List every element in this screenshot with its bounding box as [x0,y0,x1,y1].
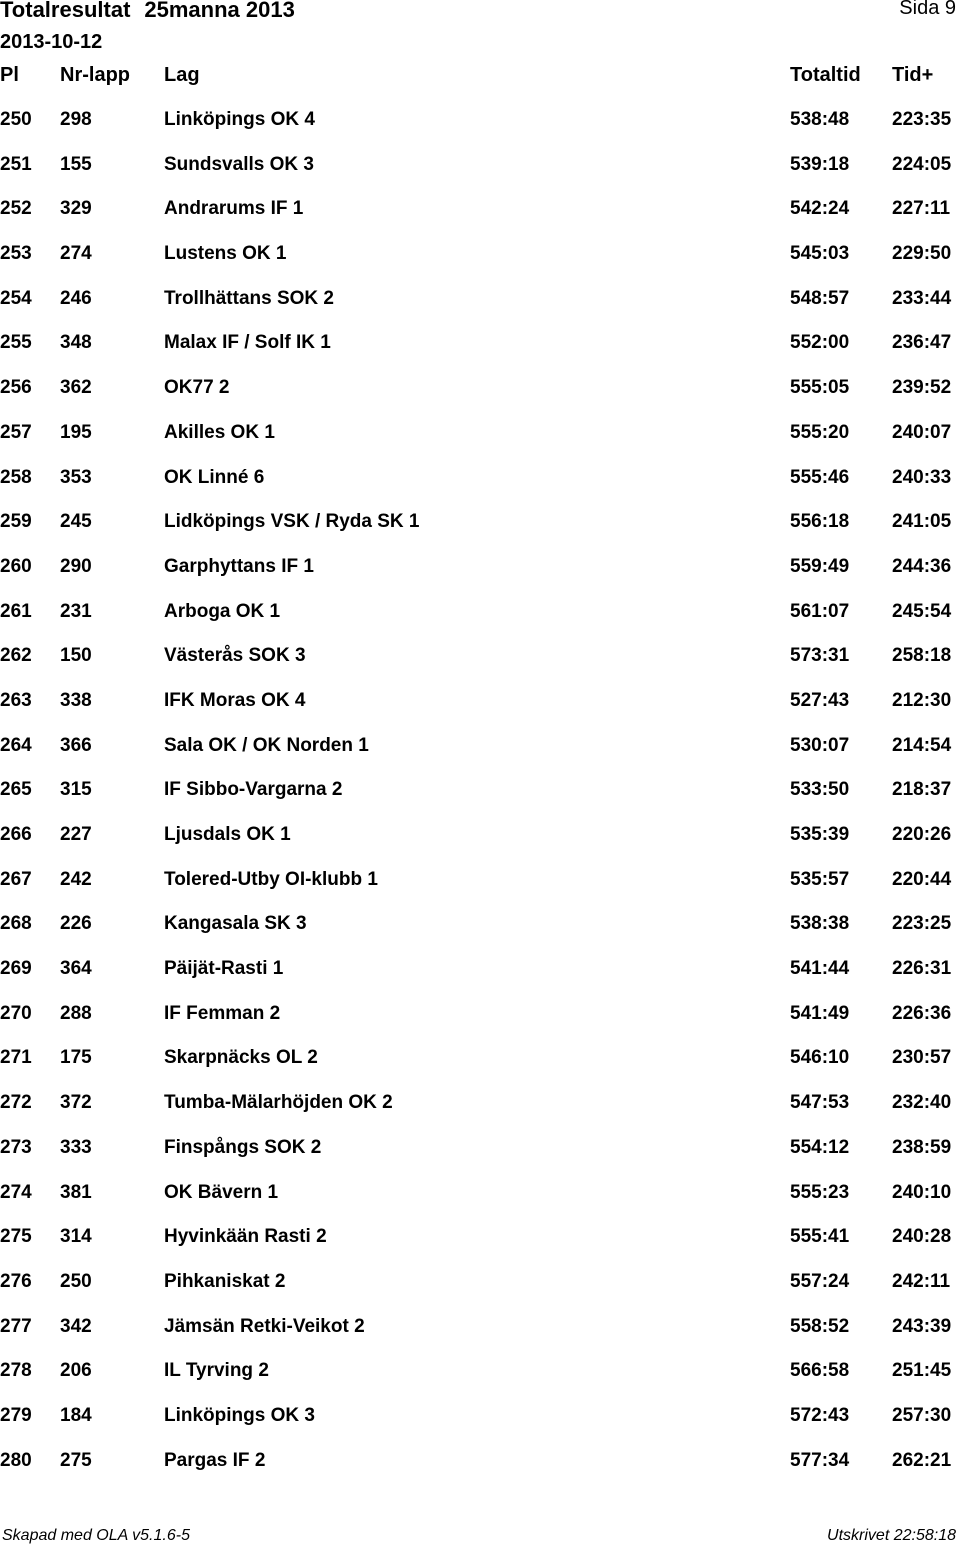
cell-lag: Sala OK / OK Norden 1 [164,734,369,756]
footer-printed-time: Utskrivet 22:58:18 [827,1527,956,1544]
cell-tid-plus: 258:18 [892,645,952,667]
cell-lag: IFK Moras OK 4 [164,689,306,711]
cell-lag: Västerås SOK 3 [164,645,306,667]
cell-pl: 264 [0,734,32,756]
cell-lag: Ljusdals OK 1 [164,824,291,845]
cell-pl: 263 [0,689,32,711]
cell-lag: Andrarums IF 1 [164,198,304,220]
header-totaltid: Totaltid [790,64,861,86]
cell-tid-plus: 242:11 [892,1270,951,1292]
cell-lag: Pihkaniskat 2 [164,1270,286,1292]
cell-tid-plus: 240:10 [892,1181,952,1203]
cell-nr-lapp: 315 [60,779,92,801]
cell-totaltid: 546:10 [790,1047,850,1069]
cell-tid-plus: 238:59 [892,1136,952,1158]
table-row [0,462,960,507]
cell-nr-lapp: 364 [60,958,92,980]
cell-lag: Skarpnäcks OL 2 [164,1047,318,1069]
cell-nr-lapp: 175 [60,1047,92,1069]
cell-tid-plus: 232:40 [892,1092,952,1114]
cell-nr-lapp: 381 [60,1181,92,1203]
cell-tid-plus: 236:47 [892,332,952,354]
cell-lag: Linköpings OK 4 [164,109,315,130]
cell-tid-plus: 226:36 [892,1002,952,1024]
cell-nr-lapp: 342 [60,1315,92,1337]
cell-totaltid: 527:43 [790,689,850,711]
cell-nr-lapp: 274 [60,243,92,265]
table-row [0,283,960,328]
cell-totaltid: 538:48 [790,109,850,130]
cell-pl: 251 [0,153,32,175]
cell-pl: 266 [0,824,32,845]
table-row [0,1221,960,1266]
cell-nr-lapp: 242 [60,868,92,890]
cell-nr-lapp: 231 [60,600,92,622]
cell-tid-plus: 212:30 [892,689,952,711]
cell-totaltid: 538:38 [790,913,850,935]
table-row [0,1355,960,1400]
cell-nr-lapp: 362 [60,377,92,399]
title-text: Totalresultat [0,0,131,22]
cell-pl: 260 [0,555,32,577]
cell-tid-plus: 239:52 [892,377,952,399]
cell-nr-lapp: 314 [60,1226,92,1248]
document-title [0,0,295,23]
cell-nr-lapp: 338 [60,689,92,711]
cell-nr-lapp: 353 [60,466,92,488]
cell-totaltid: 556:18 [790,511,850,533]
cell-nr-lapp: 195 [60,421,92,443]
cell-totaltid: 539:18 [790,153,850,175]
table-row [0,774,960,819]
cell-totaltid: 557:24 [790,1270,850,1292]
cell-tid-plus: 230:57 [892,1047,952,1069]
table-row [0,1400,960,1445]
cell-tid-plus: 245:54 [892,600,952,622]
cell-tid-plus: 229:50 [892,243,952,265]
cell-lag: OK77 2 [164,377,230,399]
cell-lag: Tolered-Utby OI-klubb 1 [164,868,378,890]
cell-totaltid: 547:53 [790,1092,850,1114]
cell-pl: 267 [0,868,32,890]
table-row [0,730,960,775]
cell-pl: 270 [0,1002,32,1024]
table-row [0,1042,960,1087]
table-row [0,417,960,462]
table-row [0,1266,960,1311]
cell-lag: Trollhättans SOK 2 [164,287,334,309]
table-row [0,193,960,238]
cell-pl: 262 [0,645,32,667]
cell-tid-plus: 240:33 [892,466,952,488]
table-row [0,596,960,641]
cell-totaltid: 530:07 [790,734,850,756]
cell-lag: Päijät-Rasti 1 [164,958,284,980]
cell-pl: 265 [0,779,32,801]
table-row [0,551,960,596]
header-lag: Lag [164,64,200,86]
cell-nr-lapp: 275 [60,1449,92,1471]
header-tid-plus: Tid+ [892,64,934,86]
cell-nr-lapp: 290 [60,555,92,577]
table-row [0,685,960,730]
cell-nr-lapp: 288 [60,1002,92,1024]
cell-totaltid: 554:12 [790,1136,850,1158]
cell-totaltid: 555:23 [790,1181,850,1203]
cell-lag: Malax IF / Solf IK 1 [164,332,331,354]
cell-tid-plus: 244:36 [892,555,952,577]
cell-pl: 277 [0,1315,32,1337]
cell-pl: 256 [0,377,32,399]
cell-nr-lapp: 150 [60,645,92,667]
cell-nr-lapp: 226 [60,913,92,935]
cell-pl: 275 [0,1226,32,1248]
cell-lag: Lustens OK 1 [164,243,287,265]
cell-totaltid: 555:46 [790,466,850,488]
cell-pl: 271 [0,1047,32,1069]
results-table [0,104,960,1489]
cell-lag: Akilles OK 1 [164,421,275,443]
cell-totaltid: 552:00 [790,332,850,354]
cell-lag: Garphyttans IF 1 [164,555,314,577]
cell-lag: Jämsän Retki-Veikot 2 [164,1315,365,1337]
table-row [0,864,960,909]
table-row [0,104,960,149]
cell-tid-plus: 220:26 [892,824,952,845]
cell-totaltid: 535:39 [790,824,850,845]
cell-nr-lapp: 227 [60,824,92,845]
cell-nr-lapp: 246 [60,287,92,309]
table-row [0,238,960,283]
cell-tid-plus: 223:25 [892,913,952,935]
cell-tid-plus: 233:44 [892,287,952,309]
table-row [0,149,960,194]
cell-lag: OK Linné 6 [164,466,265,488]
cell-nr-lapp: 250 [60,1270,92,1292]
cell-pl: 254 [0,287,32,309]
cell-lag: Pargas IF 2 [164,1449,266,1471]
table-row [0,1445,960,1490]
cell-tid-plus: 241:05 [892,511,952,533]
cell-totaltid: 572:43 [790,1404,850,1426]
cell-pl: 273 [0,1136,32,1158]
cell-lag: Finspångs SOK 2 [164,1136,322,1158]
table-row [0,953,960,998]
cell-lag: Hyvinkään Rasti 2 [164,1226,327,1248]
table-row [0,640,960,685]
footer-created-with: Skapad med OLA v5.1.6-5 [2,1527,190,1544]
cell-totaltid: 555:20 [790,421,850,443]
cell-tid-plus: 218:37 [892,779,952,801]
cell-totaltid: 541:44 [790,958,850,980]
event-date: 2013-10-12 [0,31,103,53]
table-row [0,327,960,372]
cell-lag: Arboga OK 1 [164,600,281,622]
cell-totaltid: 555:41 [790,1226,850,1248]
cell-pl: 252 [0,198,32,220]
cell-totaltid: 558:52 [790,1315,850,1337]
column-headers [0,64,960,90]
cell-totaltid: 535:57 [790,868,850,890]
cell-tid-plus: 240:07 [892,421,952,443]
cell-pl: 259 [0,511,32,533]
cell-totaltid: 533:50 [790,779,850,801]
cell-lag: Sundsvalls OK 3 [164,153,314,175]
cell-tid-plus: 214:54 [892,734,952,756]
cell-tid-plus: 243:39 [892,1315,952,1337]
cell-pl: 261 [0,600,32,622]
cell-pl: 268 [0,913,32,935]
cell-pl: 258 [0,466,32,488]
cell-tid-plus: 223:35 [892,109,952,130]
table-row [0,1311,960,1356]
cell-tid-plus: 227:11 [892,198,951,220]
cell-totaltid: 541:49 [790,1002,850,1024]
header-pl: Pl [0,64,19,86]
cell-lag: OK Bävern 1 [164,1181,279,1203]
cell-nr-lapp: 333 [60,1136,92,1158]
cell-pl: 269 [0,958,32,980]
cell-nr-lapp: 155 [60,153,92,175]
table-row [0,819,960,864]
header-nr-lapp: Nr-lapp [60,64,130,86]
cell-tid-plus: 251:45 [892,1360,952,1382]
cell-lag: IF Femman 2 [164,1002,281,1024]
table-row [0,1087,960,1132]
cell-lag: Tumba-Mälarhöjden OK 2 [164,1092,393,1114]
cell-pl: 255 [0,332,32,354]
table-row [0,998,960,1043]
cell-lag: Kangasala SK 3 [164,913,307,935]
cell-nr-lapp: 245 [60,511,92,533]
cell-pl: 280 [0,1449,32,1471]
cell-nr-lapp: 372 [60,1092,92,1114]
cell-tid-plus: 226:31 [892,958,952,980]
cell-tid-plus: 262:21 [892,1449,952,1471]
cell-lag: IL Tyrving 2 [164,1360,269,1382]
cell-totaltid: 548:57 [790,287,850,309]
table-row [0,506,960,551]
cell-pl: 279 [0,1404,32,1426]
cell-totaltid: 566:58 [790,1360,850,1382]
event-name: 25manna 2013 [144,0,295,22]
page-number: Sida 9 [899,0,956,19]
cell-nr-lapp: 329 [60,198,92,220]
cell-pl: 253 [0,243,32,265]
cell-pl: 274 [0,1181,32,1203]
table-row [0,1132,960,1177]
cell-totaltid: 545:03 [790,243,850,265]
cell-pl: 257 [0,421,32,443]
cell-pl: 276 [0,1270,32,1292]
cell-tid-plus: 257:30 [892,1404,952,1426]
cell-pl: 278 [0,1360,32,1382]
cell-totaltid: 577:34 [790,1449,850,1471]
cell-nr-lapp: 298 [60,109,92,130]
cell-tid-plus: 240:28 [892,1226,952,1248]
cell-pl: 272 [0,1092,32,1114]
cell-totaltid: 573:31 [790,645,850,667]
cell-nr-lapp: 366 [60,734,92,756]
cell-nr-lapp: 184 [60,1404,92,1426]
table-row [0,372,960,417]
table-row [0,908,960,953]
cell-totaltid: 559:49 [790,555,850,577]
cell-totaltid: 561:07 [790,600,850,622]
cell-pl: 250 [0,109,32,130]
cell-tid-plus: 224:05 [892,153,952,175]
cell-tid-plus: 220:44 [892,868,952,890]
cell-lag: IF Sibbo-Vargarna 2 [164,779,343,801]
table-row [0,1177,960,1222]
cell-totaltid: 542:24 [790,198,850,220]
cell-nr-lapp: 348 [60,332,92,354]
cell-lag: Linköpings OK 3 [164,1404,315,1426]
cell-lag: Lidköpings VSK / Ryda SK 1 [164,511,420,533]
cell-totaltid: 555:05 [790,377,850,399]
cell-nr-lapp: 206 [60,1360,92,1382]
